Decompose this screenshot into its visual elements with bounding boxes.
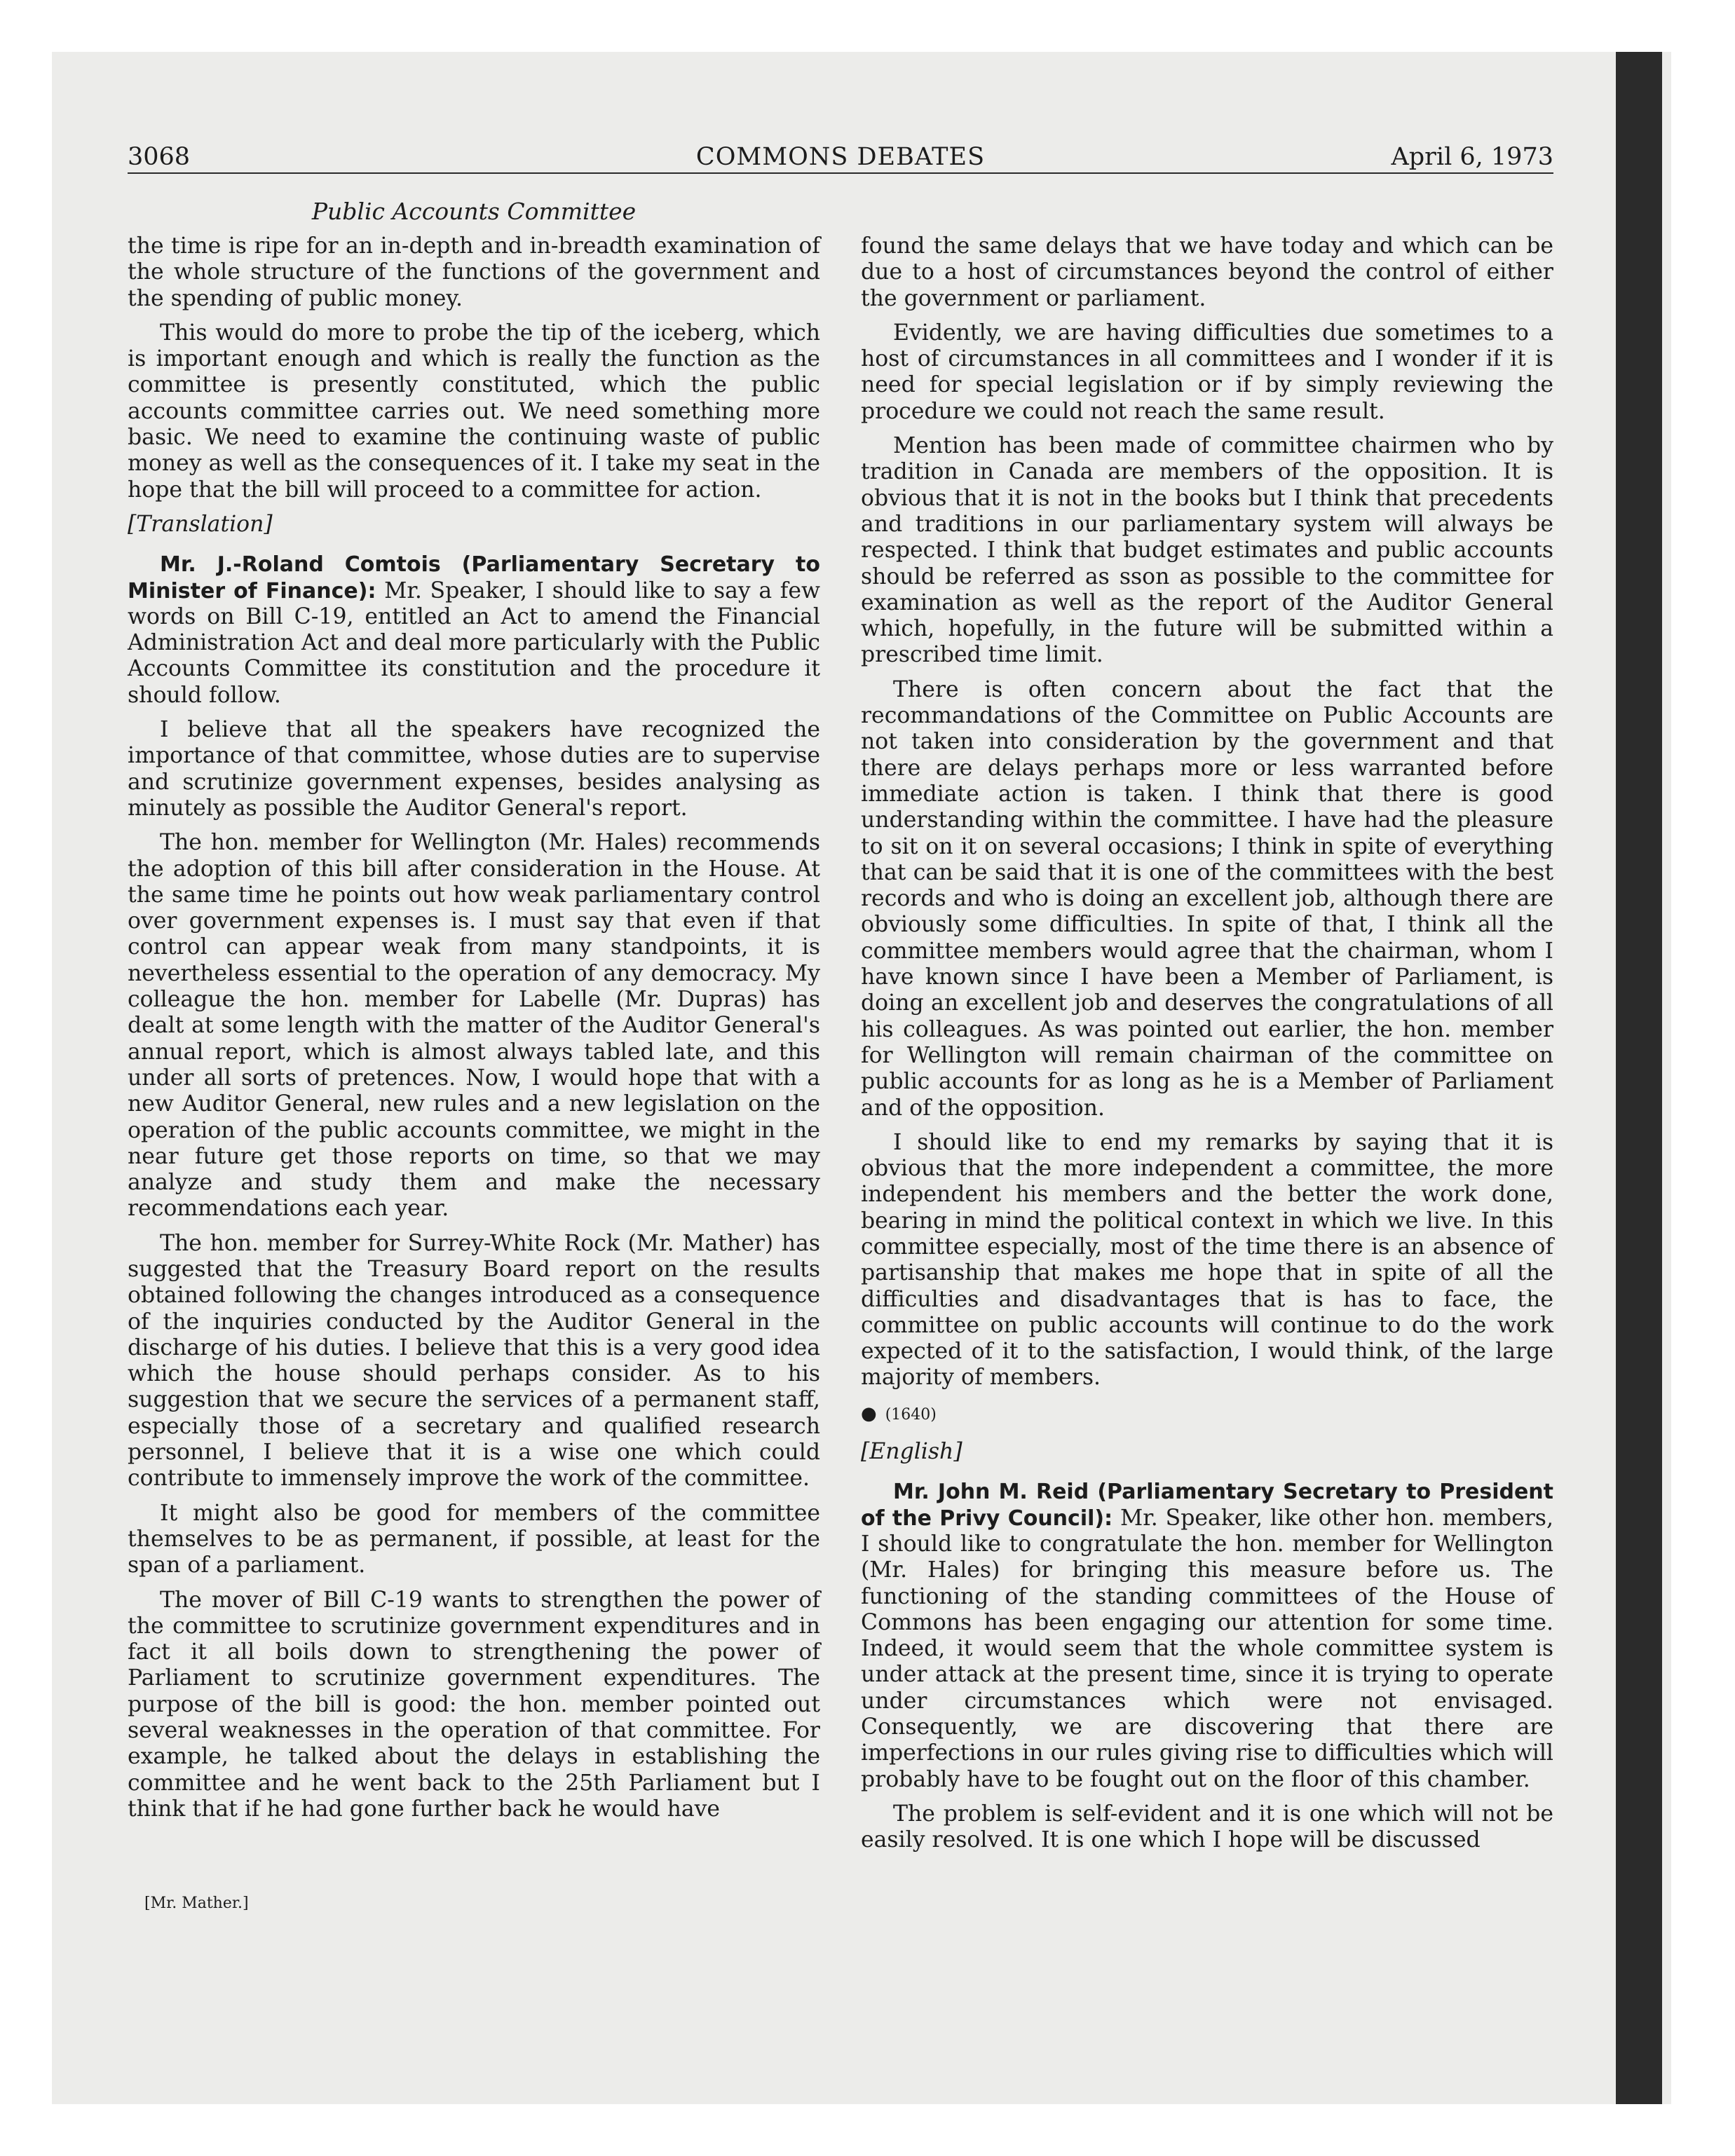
scan-edge-shadow bbox=[1616, 52, 1662, 2104]
publication-title: COMMONS DEBATES bbox=[695, 143, 986, 171]
paragraph: The hon. member for Wellington (Mr. Hales) recommends the adoption of this bill after consideration in the House. At the same time he points out how weak parliamentary control over government expenses is. I must say that even if that control can appear weak from many standpoints, it is nevertheless essential to the operation of any democracy. My colleague the hon. member for Labelle (Mr. Dupras) has dealt at some length with the matter of the Auditor General's annual report, which is almost always tabled late, and this under all sorts of pretences. Now, I would hope that with a new Auditor General, new rules and a new legislation on the operation of the public accounts committee, we might in the near future get those reports on time, so that we may analyze and study them and make the necessary recommendations each year. bbox=[128, 830, 820, 1222]
paragraph: I believe that all the speakers have recognized the importance of that committee, whose duties are to supervise and scrutinize government expenses, besides analysing as minutely as possible the Auditor General's report. bbox=[128, 717, 820, 821]
english-tag: [English] bbox=[861, 1439, 962, 1465]
paragraph: This would do more to probe the tip of the iceberg, which is important enough and which is really the function as the committee is presently constituted, which the public accounts committee carries out. We need something more basic. We need to examine the continuing waste of public money as well as the consequences of it. I take my seat in the hope that the bill will proceed to a committee for action. bbox=[128, 320, 820, 503]
translation-tag: [Translation] bbox=[128, 511, 273, 537]
paragraph: I should like to end my remarks by saying that it is obvious that the more independent a committee, the more independent his members and the better the work done, bearing in mind the political context in which we live. In this committee especially, most of the time there is an absence of partisanship that makes me hope that in spite of all the difficulties and disadvantages that is has to face, the committee on public accounts will continue to do the work expected of it to the satisfaction, I would think, of the large majority of members. bbox=[861, 1129, 1553, 1391]
speech-paragraph bbox=[128, 552, 820, 709]
paragraph: Evidently, we are having difficulties due sometimes to a host of circumstances in all committees and I wonder if it is need for special legislation or if by simply reviewing the procedure we could not reach the same result. bbox=[861, 320, 1553, 424]
speech-text: Mr. Speaker, like other hon. members, I should like to congratulate the hon. member for Wellington (Mr. Hales) for bringing this measure before us. The functioning of the standing committees of the House of Commons has been engaging our attention for some time. Indeed, it would seem that the whole committee system is under attack at the present time, since it is trying to operate under circumstances which were not envisaged. Consequently, we are discovering that there are imperfections in our rules giving rise to difficulties which will probably have to be fought out on the floor of this chamber. bbox=[861, 1505, 1553, 1792]
footnote: [Mr. Mather.] bbox=[144, 1895, 249, 1912]
paragraph: the time is ripe for an in-depth and in-breadth examination of the whole structure of the functions of the government and the spending of public money. bbox=[128, 233, 820, 311]
paragraph: The hon. member for Surrey-White Rock (Mr. Mather) has suggested that the Treasury Board report on the results obtained following the changes introduced as a consequence of the inquiries conducted by the Auditor General in the discharge of his duties. I believe that this is a very good idea which the house should perhaps consider. As to his suggestion that we secure the services of a permanent staff, especially those of a secretary and qualified research personnel, I believe that it is a wise one which could contribute to immensely improve the work of the committee. bbox=[128, 1230, 820, 1492]
paragraph: found the same delays that we have today and which can be due to a host of circumstances beyond the control of either the government or parliament. bbox=[861, 233, 1553, 311]
page-header bbox=[128, 143, 1553, 174]
bullet-icon: ● bbox=[861, 1403, 877, 1424]
speech-paragraph bbox=[861, 1479, 1553, 1793]
timecode-text: (1640) bbox=[885, 1405, 937, 1424]
right-column bbox=[861, 233, 1553, 1862]
page-date: April 6, 1973 bbox=[1391, 143, 1553, 171]
paragraph: There is often concern about the fact that the recommandations of the Committee on Public Accounts are not taken into consideration by the government and that there are delays perhaps more or less warranted before immediate action is taken. I think that there is good understanding within the committee. I have had the pleasure to sit on it on several occasions; I think in spite of everything that can be said that it is one of the committees with the best records and who is doing an excellent job, although there are obviously some difficulties. In spite of that, I think all the committee members would agree that the chairman, whom I have known since I have been a Member of Parliament, is doing an excellent job and deserves the congratulations of all his colleagues. As was pointed out earlier, the hon. member for Wellington will remain chairman of the committee on public accounts for as long as he is a Member of Parliament and of the opposition. bbox=[861, 676, 1553, 1121]
paragraph: It might also be good for members of the committee themselves to be as permanent, if possible, at least for the span of a parliament. bbox=[128, 1500, 820, 1578]
section-subhead: Public Accounts Committee bbox=[311, 198, 637, 225]
speech-text: Mr. Speaker, I should like to say a few words on Bill C-19, entitled an Act to amend the Financial Administration Act and deal more particularly with the Public Accounts Committee its constitution and the procedure it should follow. bbox=[128, 578, 820, 708]
paragraph: The problem is self-evident and it is one which will not be easily resolved. It is one which I hope will be discussed bbox=[861, 1801, 1553, 1853]
timecode bbox=[861, 1401, 1553, 1428]
paragraph: The mover of Bill C-19 wants to strengthen the power of the committee to scrutinize government expenditures and in fact it all boils down to strengthening the power of Parliament to scrutinize government expenditures. The purpose of the bill is good: the hon. member pointed out several weaknesses in the operation of that committee. For example, he talked about the delays in establishing the committee and he went back to the 25th Parliament but I think that if he had gone further back he would have bbox=[128, 1587, 820, 1822]
paragraph: Mention has been made of committee chairmen who by tradition in Canada are members of the opposition. It is obvious that it is not in the books but I think that precedents and traditions in our parliamentary system will always be respected. I think that budget estimates and public accounts should be referred as sson as possible to the committee for examination as well as the report of the Auditor General which, hopefully, in the future will be submitted within a prescribed time limit. bbox=[861, 433, 1553, 668]
speaker-name: Mr. John M. Reid (Parliamentary Secretary to President of the Privy Council): bbox=[861, 1480, 1553, 1531]
left-column bbox=[128, 233, 820, 1831]
page-number: 3068 bbox=[128, 143, 191, 171]
speaker-name: Mr. J.-Roland Comtois (Parliamentary Secretary to Minister of Finance): bbox=[128, 552, 820, 603]
